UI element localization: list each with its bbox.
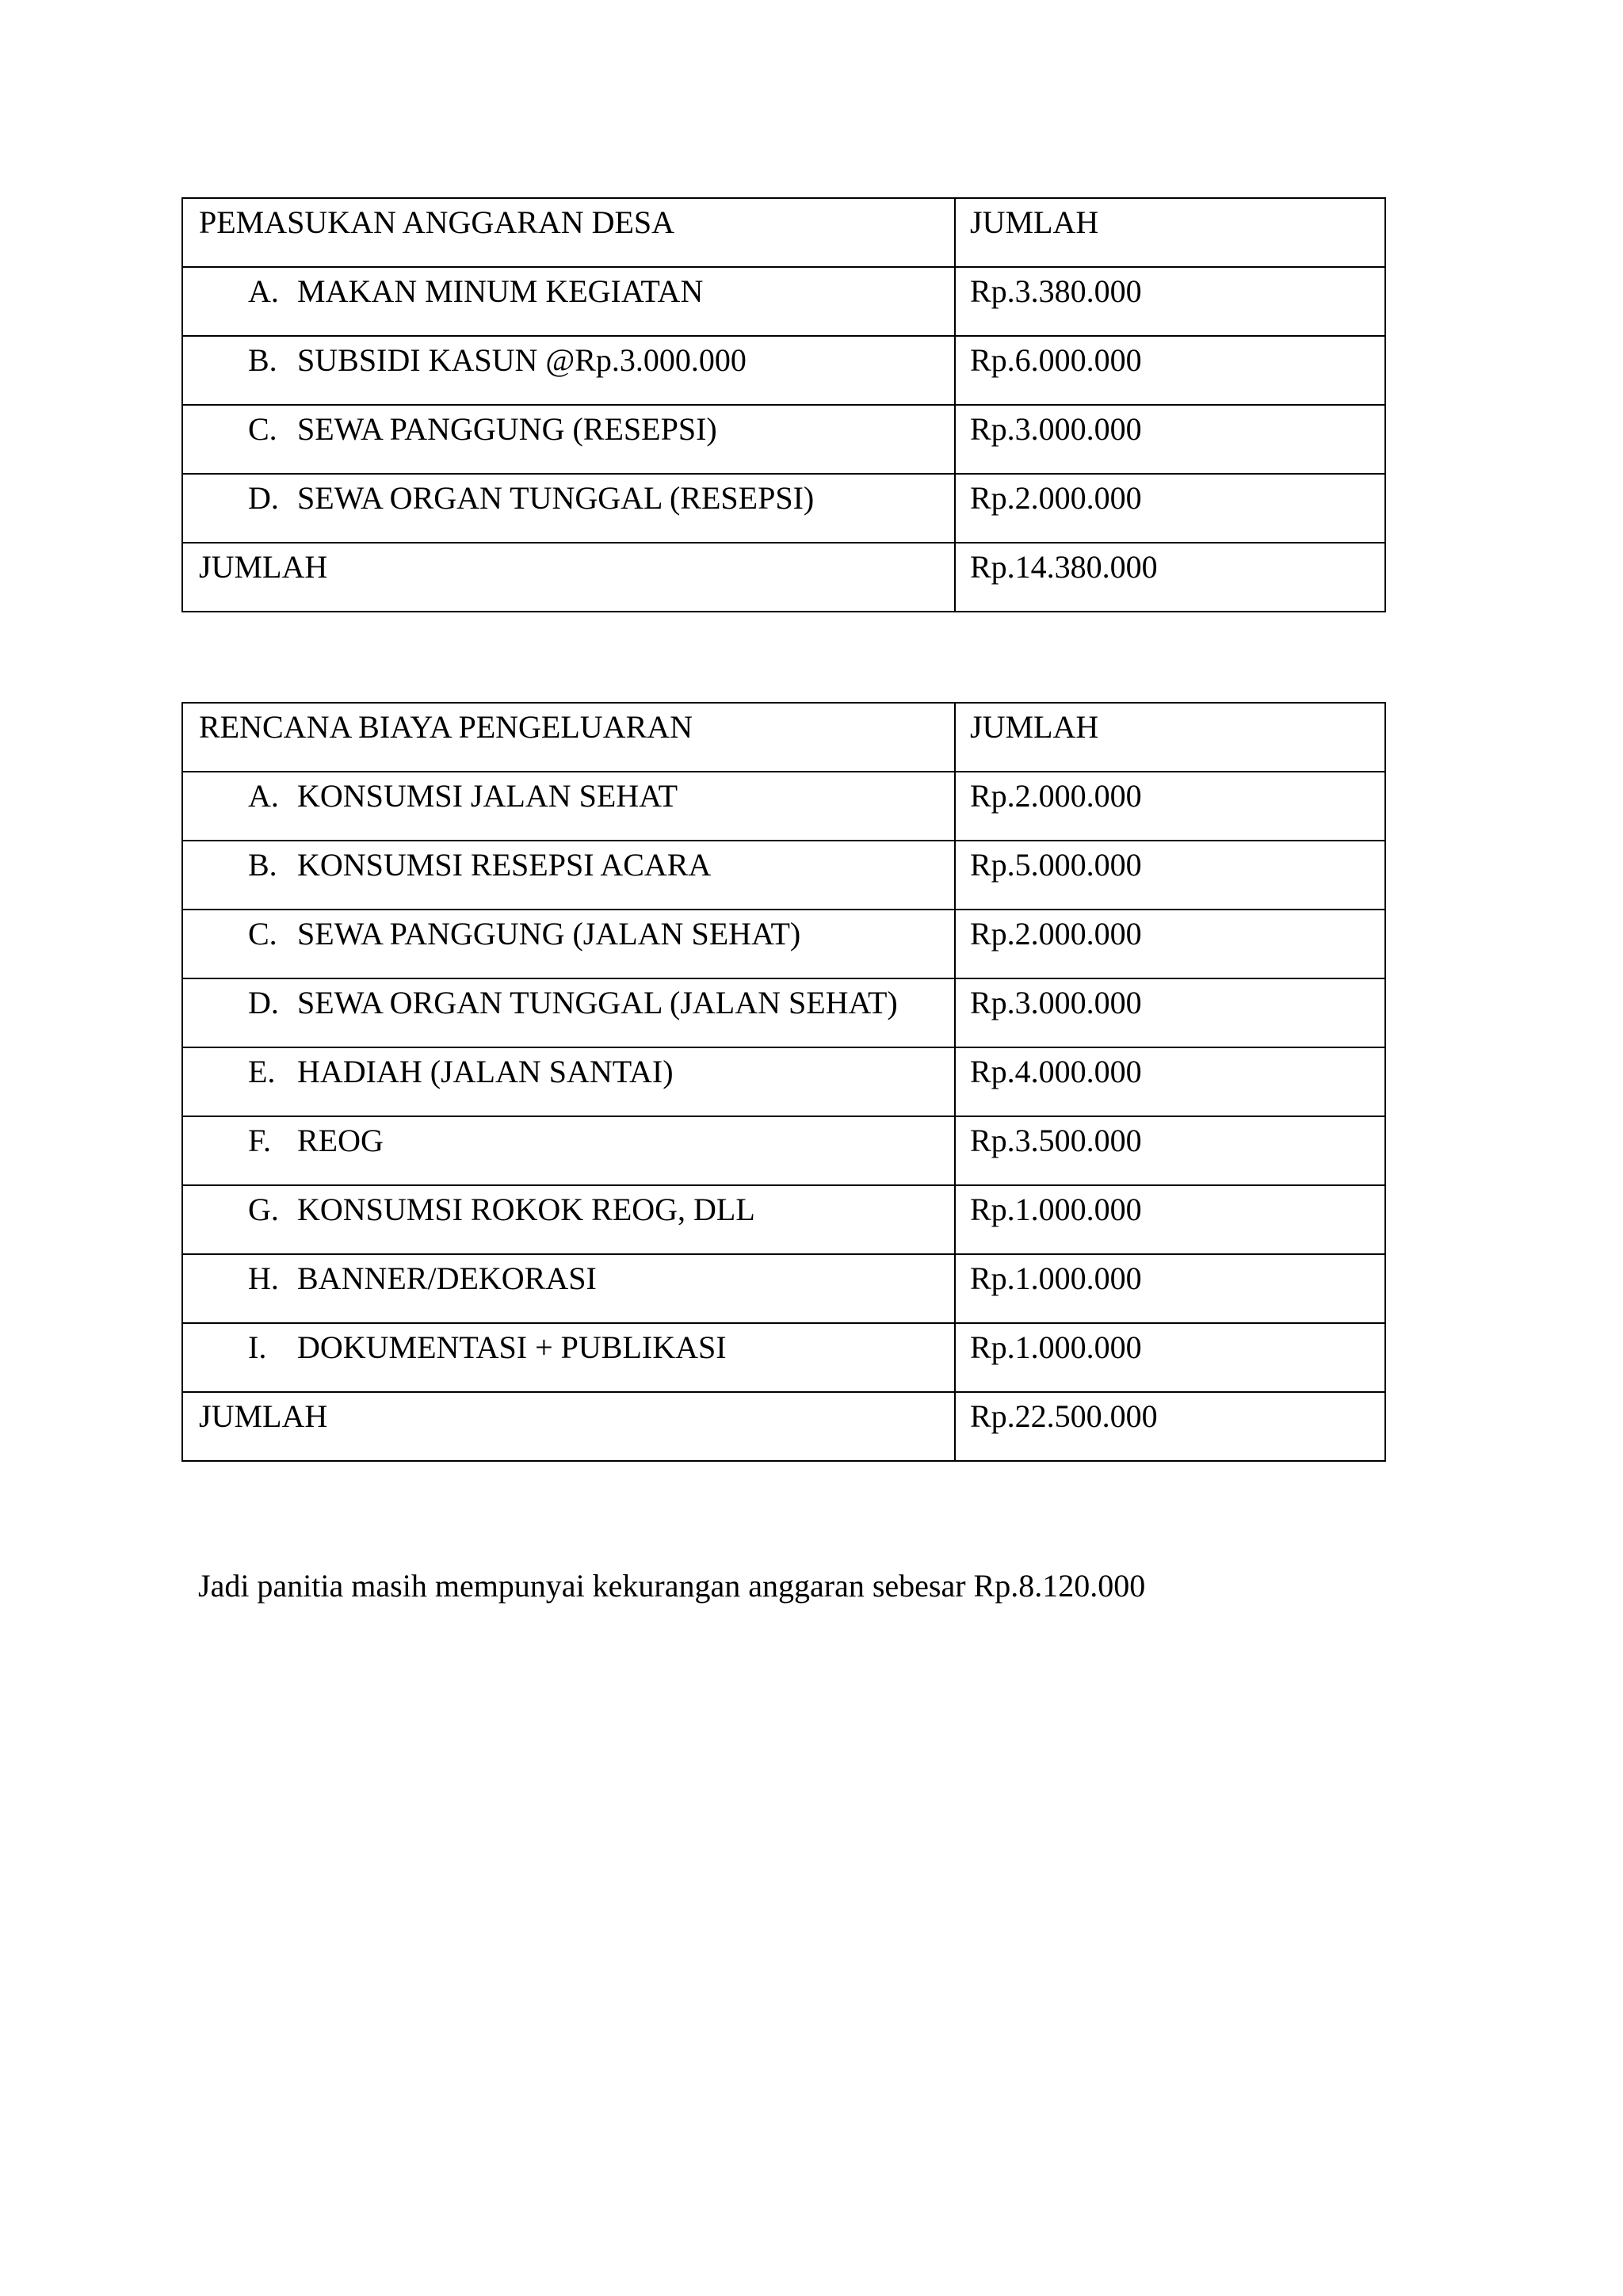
item-amount: Rp.2.000.000	[955, 474, 1385, 543]
item-label: REOG	[297, 1123, 384, 1158]
item-amount: Rp.5.000.000	[955, 841, 1385, 910]
item-label: MAKAN MINUM KEGIATAN	[297, 273, 704, 309]
item-description	[182, 841, 955, 910]
item-amount: Rp.3.000.000	[955, 978, 1385, 1047]
item-label: SEWA ORGAN TUNGGAL (RESEPSI)	[297, 480, 815, 516]
conclusion-text: Jadi panitia masih mempunyai kekurangan anggaran sebesar Rp.8.120.000	[198, 1568, 1146, 1604]
table-row	[182, 1185, 1385, 1254]
item-description	[182, 978, 955, 1047]
item-label: KONSUMSI RESEPSI ACARA	[297, 847, 712, 883]
item-letter: A.	[248, 273, 279, 309]
item-label: KONSUMSI JALAN SEHAT	[297, 778, 678, 814]
income-total-amount: Rp.14.380.000	[955, 543, 1385, 612]
table-row	[182, 1323, 1385, 1392]
table-row	[182, 336, 1385, 405]
item-letter: F.	[248, 1123, 272, 1158]
item-letter: G.	[248, 1192, 279, 1227]
item-letter: E.	[248, 1054, 276, 1089]
item-description	[182, 772, 955, 841]
item-amount: Rp.1.000.000	[955, 1323, 1385, 1392]
item-label: DOKUMENTASI + PUBLIKASI	[297, 1329, 727, 1365]
expense-total-amount: Rp.22.500.000	[955, 1392, 1385, 1461]
item-label: SEWA ORGAN TUNGGAL (JALAN SEHAT)	[297, 985, 898, 1020]
table-row	[182, 910, 1385, 978]
item-description	[182, 474, 955, 543]
item-amount: Rp.4.000.000	[955, 1047, 1385, 1116]
item-amount: Rp.6.000.000	[955, 336, 1385, 405]
item-letter: B.	[248, 847, 277, 883]
item-letter: C.	[248, 916, 277, 952]
table-row	[182, 841, 1385, 910]
item-letter: C.	[248, 411, 277, 447]
item-description	[182, 1047, 955, 1116]
item-letter: H.	[248, 1261, 279, 1296]
table-row	[182, 772, 1385, 841]
item-amount: Rp.1.000.000	[955, 1254, 1385, 1323]
item-letter: D.	[248, 985, 279, 1020]
item-label: SEWA PANGGUNG (JALAN SEHAT)	[297, 916, 801, 952]
table-row	[182, 978, 1385, 1047]
item-description	[182, 1254, 955, 1323]
item-description	[182, 1116, 955, 1185]
table-total-row	[182, 1392, 1385, 1461]
table-row	[182, 1116, 1385, 1185]
item-description	[182, 405, 955, 474]
item-label: SEWA PANGGUNG (RESEPSI)	[297, 411, 717, 447]
table-header-row	[182, 198, 1385, 267]
table-row	[182, 1047, 1385, 1116]
table-header-row	[182, 703, 1385, 772]
item-label: KONSUMSI ROKOK REOG, DLL	[297, 1192, 755, 1227]
expense-table	[181, 702, 1386, 1462]
item-label: HADIAH (JALAN SANTAI)	[297, 1054, 674, 1089]
item-letter: B.	[248, 342, 277, 378]
income-table	[181, 197, 1386, 612]
item-amount: Rp.2.000.000	[955, 910, 1385, 978]
item-amount: Rp.2.000.000	[955, 772, 1385, 841]
item-letter: A.	[248, 778, 279, 814]
item-label: BANNER/DEKORASI	[297, 1261, 597, 1296]
expense-total-label: JUMLAH	[182, 1392, 955, 1461]
table-row	[182, 267, 1385, 336]
item-description	[182, 1185, 955, 1254]
item-amount: Rp.3.500.000	[955, 1116, 1385, 1185]
item-letter: I.	[248, 1329, 267, 1365]
table-row	[182, 474, 1385, 543]
table-row	[182, 405, 1385, 474]
table-row	[182, 1254, 1385, 1323]
item-description	[182, 1323, 955, 1392]
item-label: SUBSIDI KASUN @Rp.3.000.000	[297, 342, 747, 378]
income-header-amount: JUMLAH	[955, 198, 1385, 267]
item-amount: Rp.3.380.000	[955, 267, 1385, 336]
item-amount: Rp.1.000.000	[955, 1185, 1385, 1254]
item-description	[182, 910, 955, 978]
item-amount: Rp.3.000.000	[955, 405, 1385, 474]
item-letter: D.	[248, 480, 279, 516]
expense-header-description: RENCANA BIAYA PENGELUARAN	[182, 703, 955, 772]
income-header-description: PEMASUKAN ANGGARAN DESA	[182, 198, 955, 267]
item-description	[182, 267, 955, 336]
item-description	[182, 336, 955, 405]
expense-header-amount: JUMLAH	[955, 703, 1385, 772]
table-total-row	[182, 543, 1385, 612]
income-total-label: JUMLAH	[182, 543, 955, 612]
